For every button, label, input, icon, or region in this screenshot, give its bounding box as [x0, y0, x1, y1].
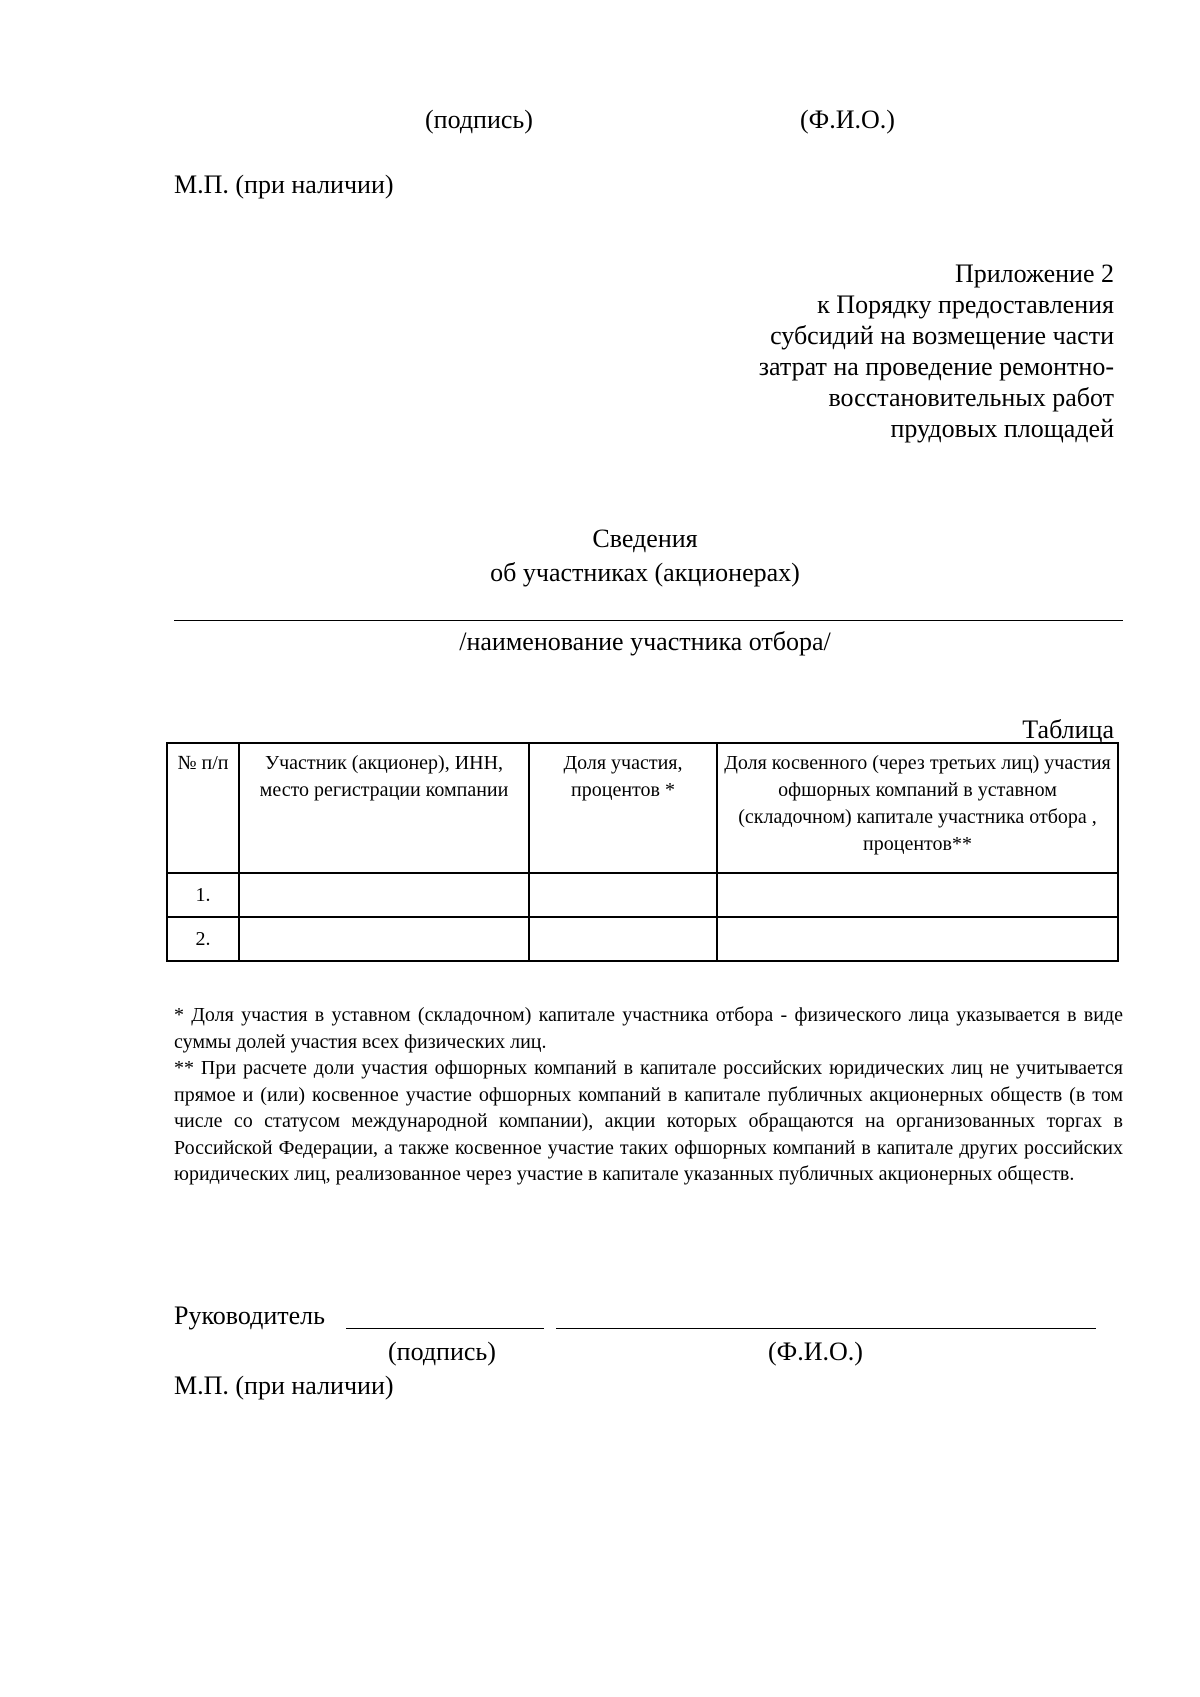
top-signature-caption: (подпись): [425, 105, 533, 134]
footnote-1: * Доля участия в уставном (складочном) капитале участника отбора - физического лица указывается в виде суммы долей участия всех физических лиц.: [174, 1004, 1123, 1053]
row-share: [529, 873, 717, 917]
header-number: № п/п: [167, 743, 239, 873]
row-number: 1.: [167, 873, 239, 917]
bottom-name-caption: (Ф.И.О.): [768, 1337, 863, 1366]
row-participant: [239, 917, 529, 961]
row-share: [529, 917, 717, 961]
row-number: 2.: [167, 917, 239, 961]
appendix-heading: Приложение 2 к Порядку предоставления субсидий на возмещение части затрат на проведение ремонтно- восстановительных работ прудовых площадей: [758, 259, 1114, 443]
top-name-caption: (Ф.И.О.): [800, 105, 895, 134]
document-subtitle: об участниках (акционерах): [490, 558, 800, 587]
row-participant: [239, 873, 529, 917]
table-row: [167, 917, 1118, 961]
participant-name-line: [174, 620, 1123, 621]
table-row: [167, 873, 1118, 917]
signature-line: [346, 1328, 544, 1329]
row-offshore-share: [717, 917, 1118, 961]
header-offshore-share: Доля косвенного (через третьих лиц) участия офшорных компаний в уставном (складочном) капитале участника отбора , процентов**: [717, 743, 1118, 873]
bottom-stamp-note: М.П. (при наличии): [174, 1371, 394, 1400]
footnote-2: ** При расчете доли участия офшорных компаний в капитале российских юридических лиц не учитывается прямое и (или) косвенное участие офшорных компаний в капитале публичных акционерных обществ (в том числе со статусом международной компании), акции которых обращаются на организованных торгах в Российской Федерации, а также косвенное участие таких офшорных компаний в капитале других российских юридических лиц, реализованное через участие в капитале указанных публичных акционерных обществ.: [174, 1057, 1123, 1185]
footnotes: [174, 1002, 1123, 1188]
document-title: Сведения: [592, 524, 698, 553]
table-header-row: [167, 743, 1118, 873]
table-label: Таблица: [1022, 715, 1114, 744]
row-offshore-share: [717, 873, 1118, 917]
top-stamp-note: М.П. (при наличии): [174, 170, 394, 199]
bottom-signature-caption: (подпись): [388, 1337, 496, 1366]
participant-name-caption: /наименование участника отбора/: [459, 627, 831, 656]
header-participant: Участник (акционер), ИНН, место регистрации компании: [239, 743, 529, 873]
role-label: Руководитель: [174, 1301, 325, 1330]
name-line: [556, 1328, 1096, 1329]
header-share: Доля участия, процентов *: [529, 743, 717, 873]
participants-table: [166, 742, 1119, 962]
